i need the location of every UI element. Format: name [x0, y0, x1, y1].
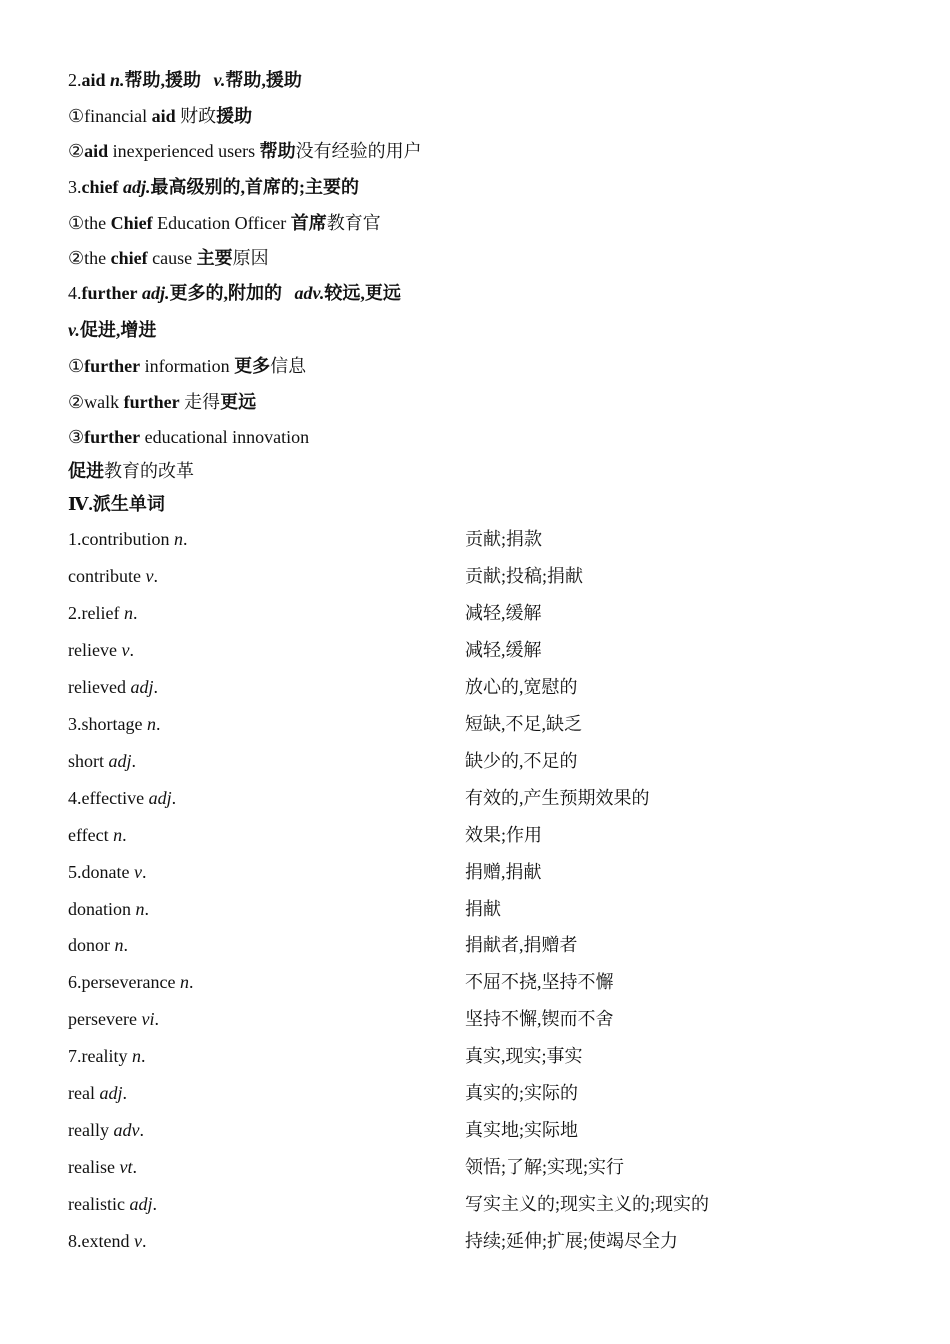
derivative-meaning: 有效的,产生预期效果的 [465, 788, 650, 808]
derivative-pos: vi [141, 1009, 155, 1029]
example-marker: ① [68, 356, 85, 376]
example-marker: ③ [68, 427, 85, 447]
derivative-pos-dot: . [141, 862, 147, 882]
derivative-word [68, 1155, 137, 1179]
derivative-pos-dot: . [144, 899, 149, 919]
part-of-speech: v. [68, 320, 80, 340]
derivative-word-text: 4.effective [68, 788, 149, 808]
example-keyword-zh: 援助 [216, 106, 253, 126]
derivative-word-text: 2.relief [68, 603, 124, 623]
derivative-pos: v [133, 1231, 142, 1251]
derivative-meaning: 放心的,宽慰的 [465, 677, 578, 697]
derivative-word-text: 1.contribution [68, 529, 174, 549]
derivative-word [68, 712, 160, 736]
example-keyword: further [84, 356, 141, 376]
derivative-pos: v [121, 640, 130, 660]
example-marker: ② [68, 141, 85, 161]
derivative-word [68, 897, 149, 921]
derivative-word-text: 3.shortage [68, 714, 147, 734]
example-marker: ② [68, 248, 85, 268]
part-of-speech: n. [110, 70, 125, 90]
example-line [68, 390, 256, 414]
example-text: the [84, 213, 111, 233]
derivative-word [68, 823, 127, 847]
derivative-word-text: relieve [68, 640, 122, 660]
derivative-pos-dot: . [153, 566, 158, 586]
derivative-word [68, 1081, 127, 1105]
example-line [68, 246, 269, 270]
derivative-pos-dot: . [154, 1009, 159, 1029]
part-of-speech: adj. [122, 177, 151, 197]
derivative-pos-dot: . [122, 1083, 127, 1103]
derivative-pos-dot: . [140, 1046, 146, 1066]
entry-word: further [81, 283, 138, 303]
entry-further-verb-sense [68, 318, 156, 342]
derivative-word [68, 1192, 157, 1216]
derivative-pos-dot: . [129, 640, 134, 660]
example-keyword: aid [84, 141, 109, 161]
derivative-meaning: 不屈不挠,坚持不懈 [465, 972, 614, 992]
example-text: cause [147, 248, 197, 268]
definition: 帮助,援助 [225, 70, 302, 90]
derivative-word [68, 527, 188, 551]
derivative-word [68, 786, 176, 810]
example-line [68, 104, 252, 128]
example-text: financial [84, 106, 152, 126]
example-text: educational innovation [140, 427, 310, 447]
derivative-word [68, 564, 158, 588]
derivative-meaning: 效果;作用 [465, 825, 543, 845]
derivative-word-text: 5.donate [68, 862, 134, 882]
definition: 帮助,援助 [124, 70, 202, 90]
example-text: Education Officer [152, 213, 291, 233]
derivative-pos: n [179, 972, 189, 992]
derivative-meaning: 短缺,不足,缺乏 [465, 714, 582, 734]
derivative-meaning: 缺少的,不足的 [465, 751, 578, 771]
definition: 促进,增进 [79, 320, 157, 340]
example-text-zh: 教育官 [326, 213, 381, 233]
derivative-meaning: 领悟;了解;实现;实行 [465, 1157, 625, 1177]
example-keyword-zh: 首席 [290, 213, 327, 233]
part-of-speech: v. [213, 70, 226, 90]
example-text-zh: 教育的改革 [104, 461, 194, 481]
derivative-pos-dot: . [122, 825, 127, 845]
part-of-speech: adj. [141, 283, 170, 303]
example-keyword-zh: 主要 [196, 248, 233, 268]
derivative-pos: adj [129, 1194, 153, 1214]
derivative-meaning: 捐献 [465, 899, 501, 919]
example-text: 财政 [175, 106, 217, 126]
derivative-word-text: effect [68, 825, 114, 845]
example-keyword: Chief [110, 213, 153, 233]
example-marker: ① [68, 106, 85, 126]
example-text-zh: 原因 [232, 248, 269, 268]
entry-further-heading [68, 281, 401, 305]
entry-number: 2. [68, 70, 82, 90]
derivative-meaning: 坚持不懈,锲而不舍 [465, 1009, 614, 1029]
derivative-word [68, 970, 193, 994]
derivative-word-text: persevere [68, 1009, 142, 1029]
derivative-pos: n [123, 603, 133, 623]
derivative-word [68, 933, 128, 957]
derivative-meaning: 捐献者,捐赠者 [465, 935, 578, 955]
derivative-word-text: relieved [68, 677, 131, 697]
example-text: 走得 [179, 392, 221, 412]
derivative-word-text: short [68, 751, 109, 771]
definition: 较远,更远 [324, 283, 401, 303]
derivative-word-text: 6.perseverance [68, 972, 180, 992]
example-keyword: further [123, 392, 180, 412]
example-translation-line [68, 459, 194, 483]
entry-chief-heading [68, 175, 359, 199]
derivative-pos: n [135, 899, 145, 919]
example-text: inexperienced users [108, 141, 260, 161]
derivative-pos-dot: . [132, 603, 138, 623]
derivative-pos-dot: . [171, 788, 177, 808]
derivative-pos: adj [148, 788, 172, 808]
definition: 最高级别的,首席的;主要的 [150, 177, 359, 197]
entry-number: 4. [68, 283, 82, 303]
example-keyword-zh: 帮助 [259, 141, 296, 161]
example-text-zh: 信息 [270, 356, 307, 376]
derivative-pos: n [113, 825, 123, 845]
example-keyword: aid [151, 106, 176, 126]
derivative-meaning: 真实的;实际的 [465, 1083, 579, 1103]
derivative-pos-dot: . [183, 529, 188, 549]
example-text: information [140, 356, 235, 376]
derivative-word-text: donor [68, 935, 115, 955]
derivative-word [68, 860, 146, 884]
derivative-pos-dot: . [188, 972, 194, 992]
derivative-pos-dot: . [132, 1157, 137, 1177]
derivative-word [68, 749, 136, 773]
derivative-pos-dot: . [131, 751, 137, 771]
entry-word: aid [81, 70, 106, 90]
derivative-pos-dot: . [141, 1231, 147, 1251]
derivative-pos: adj [130, 677, 154, 697]
derivative-pos: vt [119, 1157, 133, 1177]
derivative-pos-dot: . [153, 677, 158, 697]
derivative-word-text: realise [68, 1157, 120, 1177]
derivative-word [68, 1044, 145, 1068]
derivative-word [68, 1229, 146, 1253]
example-line [68, 211, 381, 235]
example-text-zh: 没有经验的用户 [295, 141, 422, 161]
derivative-pos: n [146, 714, 156, 734]
derivative-pos: adv [113, 1120, 140, 1140]
example-marker: ② [68, 392, 85, 412]
derivative-meaning: 减轻,缓解 [465, 640, 542, 660]
derivative-word-text: donation [68, 899, 136, 919]
derivative-word [68, 1118, 144, 1142]
entry-word: chief [81, 177, 119, 197]
definition: 更多的,附加的 [169, 283, 282, 303]
derivative-meaning: 贡献;捐款 [465, 529, 543, 549]
example-line [68, 354, 306, 378]
derivative-pos: v [145, 566, 154, 586]
example-keyword-zh: 更多 [234, 356, 271, 376]
example-keyword-zh: 更远 [220, 392, 257, 412]
example-text: walk [84, 392, 124, 412]
derivative-word [68, 638, 134, 662]
derivative-pos: v [133, 862, 142, 882]
derivative-meaning: 持续;延伸;扩展;使竭尽全力 [465, 1231, 679, 1251]
derivative-meaning: 真实,现实;事实 [465, 1046, 583, 1066]
derivative-word [68, 1007, 159, 1031]
derivative-pos-dot: . [139, 1120, 144, 1140]
derivative-pos-dot: . [152, 1194, 157, 1214]
derivative-pos: n [174, 529, 183, 549]
example-keyword: chief [110, 248, 148, 268]
derivative-word-text: real [68, 1083, 100, 1103]
derivative-pos: adj [108, 751, 132, 771]
example-text: the [84, 248, 111, 268]
example-keyword: further [84, 427, 141, 447]
example-keyword-zh: 促进 [68, 461, 104, 481]
derivative-word-text: 7.reality [68, 1046, 132, 1066]
derivative-meaning: 贡献;投稿;捐献 [465, 566, 584, 586]
derivative-pos-dot: . [123, 935, 128, 955]
derivative-pos: adj [99, 1083, 123, 1103]
derivative-meaning: 减轻,缓解 [465, 603, 542, 623]
example-line [68, 139, 422, 163]
derivative-meaning: 真实地;实际地 [465, 1120, 579, 1140]
example-marker: ① [68, 213, 85, 233]
entry-aid-heading [68, 68, 302, 92]
example-line [68, 425, 309, 449]
derivative-word-text: contribute [68, 566, 146, 586]
derivative-pos: n [114, 935, 124, 955]
entry-number: 3. [68, 177, 82, 197]
derivative-word [68, 675, 158, 699]
section-title: Ⅳ.派生单词 [68, 494, 165, 514]
derivative-word-text: really [68, 1120, 114, 1140]
derivative-pos-dot: . [155, 714, 161, 734]
derivative-word-text: 8.extend [68, 1231, 134, 1251]
derivative-meaning: 捐赠,捐献 [465, 862, 542, 882]
derivative-meaning: 写实主义的;现实主义的;现实的 [465, 1194, 710, 1214]
part-of-speech: adv. [294, 283, 325, 303]
derivative-word [68, 601, 137, 625]
derivative-word-text: realistic [68, 1194, 130, 1214]
derivative-pos: n [131, 1046, 141, 1066]
